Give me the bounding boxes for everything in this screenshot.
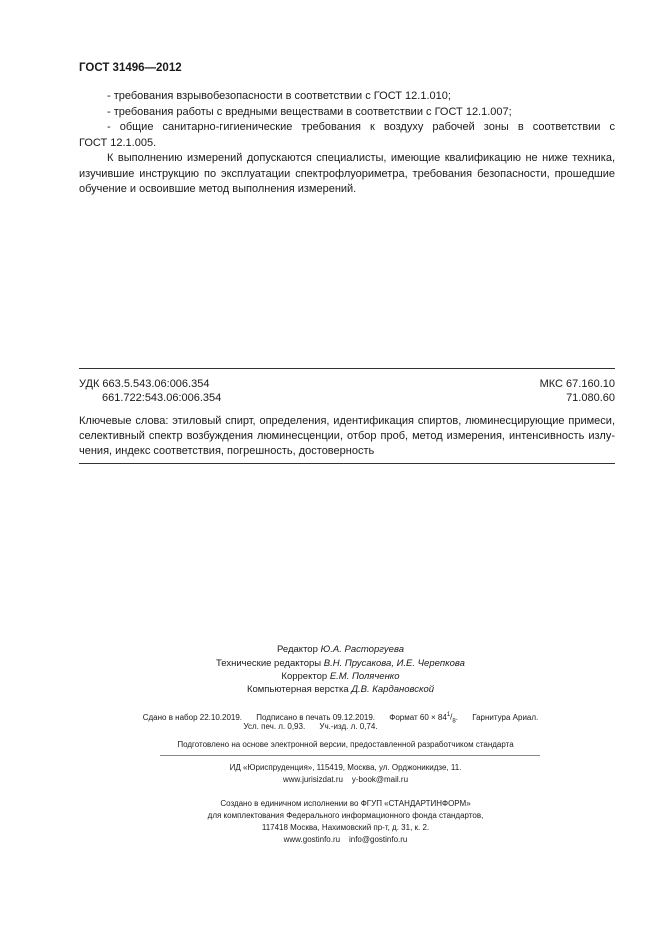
creator-line: 117418 Москва, Нахимовский пр-т, д. 31, к. 2. [261,823,430,832]
credit-editor: Редактор Ю.А. Расторгуева [276,644,404,655]
pub-sheets: Уч.-изд. л. 0,74. [319,722,378,731]
mks-code: 71.080.60 [566,392,615,404]
keywords-line: селективный спектр возбуждения люминесценции, отбор проб, метод измерения, интенсивность излу- [79,430,615,442]
personnel-line: обучение и освоившие метод выполнения измерений. [79,183,357,195]
mks-code: МКС 67.160.10 [539,378,615,390]
requirement-line: - требования работы с вредными веществами в соответствии с ГОСТ 12.1.007; [107,105,512,118]
standard-header: ГОСТ 31496—2012 [79,62,182,74]
personnel-line: изучившие инструкцию по эксплуатации спектрофлуориметра, требования безопасности, прошедшие [79,167,615,180]
keywords-line: Ключевые слова: этиловый спирт, определения, идентификация спиртов, люминесцирующие примеси, [79,415,615,427]
creator-line: для комплектования Федерального информационного фонда стандартов, [207,811,484,820]
requirements-block [79,89,615,198]
prepared-note: Подготовлено на основе электронной версии, предоставленной разработчиком стандарта [177,740,514,749]
credit-layout: Компьютерная верстка Д.В. Кардановской [246,684,435,695]
divider-top [79,368,615,369]
sent-date: Сдано в набор 22.10.2019. [142,712,243,722]
publisher-contacts: www.jurisizdat.ru y-book@mail.ru [282,775,409,784]
credit-corrector: Корректор Е.М. Поляченко [281,671,400,682]
keywords-block [79,414,615,459]
font-info: Гарнитура Ариал. [472,712,539,722]
divider-publisher [160,755,540,756]
print-sheets: Усл. печ. л. 0,93. [243,722,306,731]
publisher-address: ИД «Юриспруденция», 115419, Москва, ул. Орджоникидзе, 11. [229,763,462,772]
sheet-details [0,721,641,733]
creator-contacts: www.gostinfo.ru info@gostinfo.ru [283,835,408,844]
requirement-line: - требования взрывобезопасности в соответствии с ГОСТ 12.1.010; [107,90,451,102]
requirement-line: - общие санитарно-гигиенические требования к воздуху рабочей зоны в соответствии с [107,121,615,133]
udk-code: 661.722:543.06:006.354 [102,392,222,404]
divider-bottom [79,463,615,464]
format-info: Формат $60 \times 84^1/_8$. [389,712,458,725]
credit-tech-editors: Технические редакторы В.Н. Прусакова, И.Е. Черепкова [216,658,465,669]
keywords-line: чения, индекс соответствия, погрешность, достоверность [79,445,375,457]
creator-line: Создано в единичном исполнении во ФГУП «СТАНДАРТИНФОРМ» [220,799,471,808]
signed-date: Подписано в печать 09.12.2019. [256,712,376,722]
requirement-line: ГОСТ 12.1.005. [79,136,157,149]
udk-code: УДК 663.5.543.06:006.354 [79,378,210,390]
personnel-line: К выполнению измерений допускаются специалисты, имеющие квалификацию не ниже техника, [107,152,615,164]
